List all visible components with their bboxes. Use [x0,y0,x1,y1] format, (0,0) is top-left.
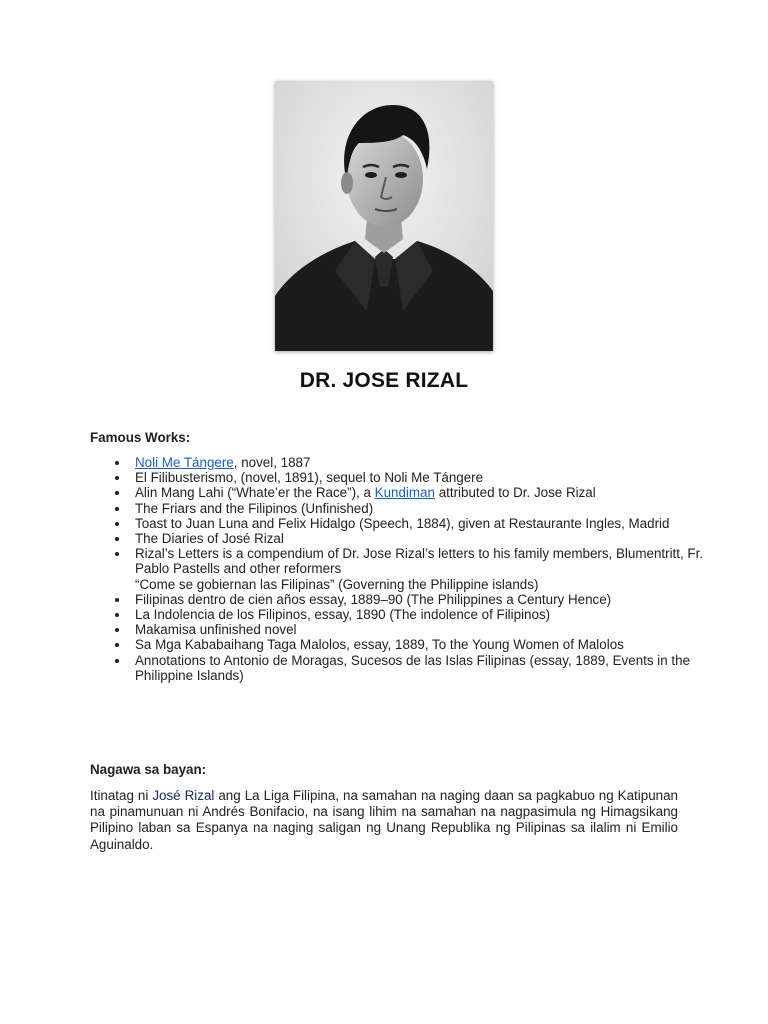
page-title: DR. JOSE RIZAL [299,369,469,392]
list-item: Noli Me Tángere, novel, 1887 [135,455,735,470]
nagawa-paragraph: Itinatag ni José Rizal ang La Liga Filipina, na samahan na naging daan sa pagkabuo ng Katipunan na pinamunuan ni Andrés Bonifacio, na isang lihim na samahan na nagpasimula ng Himagsikang Pilipino laban sa Espanya na naging saligan ng Unang Republika ng Pilipinas sa ilalim ni Emilio Aguinaldo. [90,788,678,852]
list-item: Rizal’s Letters is a compendium of Dr. Jose Rizal’s letters to his family members, Blumentritt, Fr. Pablo Pastells and other reformers “Come se gobiernan las Filipinas” (Governing the Philippine islands) [135,546,735,592]
portrait-photo [275,81,493,351]
nagawa-heading: Nagawa sa bayan: [90,762,207,777]
person-name: José Rizal [152,788,215,803]
list-item: The Friars and the Filipinos (Unfinished) [135,501,735,516]
list-item: Annotations to Antonio de Moragas, Sucesos de las Islas Filipinas (essay, 1889, Events in the Philippine Islands) [135,653,735,683]
famous-works-heading: Famous Works: [90,430,191,445]
list-item: La Indolencia de los Filipinos, essay, 1890 (The indolence of Filipinos) [135,607,735,622]
list-item: Alin Mang Lahi (“Whate’er the Race”), a Kundiman attributed to Dr. Jose Rizal [135,485,735,500]
list-item: Toast to Juan Luna and Felix Hidalgo (Speech, 1884), given at Restaurante Ingles, Madrid [135,516,735,531]
list-item: El Filibusterismo, (novel, 1891), sequel to Noli Me Tángere [135,470,735,485]
portrait-illustration [275,81,493,351]
noli-me-tangere-link[interactable]: Noli Me Tángere [135,455,234,470]
kundiman-link[interactable]: Kundiman [374,485,435,501]
list-item: Filipinas dentro de cien años essay, 1889–90 (The Philippines a Century Hence) [135,592,735,607]
list-item: The Diaries of José Rizal [135,531,735,546]
famous-works-list [90,455,735,683]
list-item: Sa Mga Kababaihang Taga Malolos, essay, 1889, To the Young Women of Malolos [135,637,735,652]
list-item-continuation: “Come se gobiernan las Filipinas” (Governing the Philippine islands) [135,576,539,592]
list-item: Makamisa unfinished novel [135,622,735,637]
